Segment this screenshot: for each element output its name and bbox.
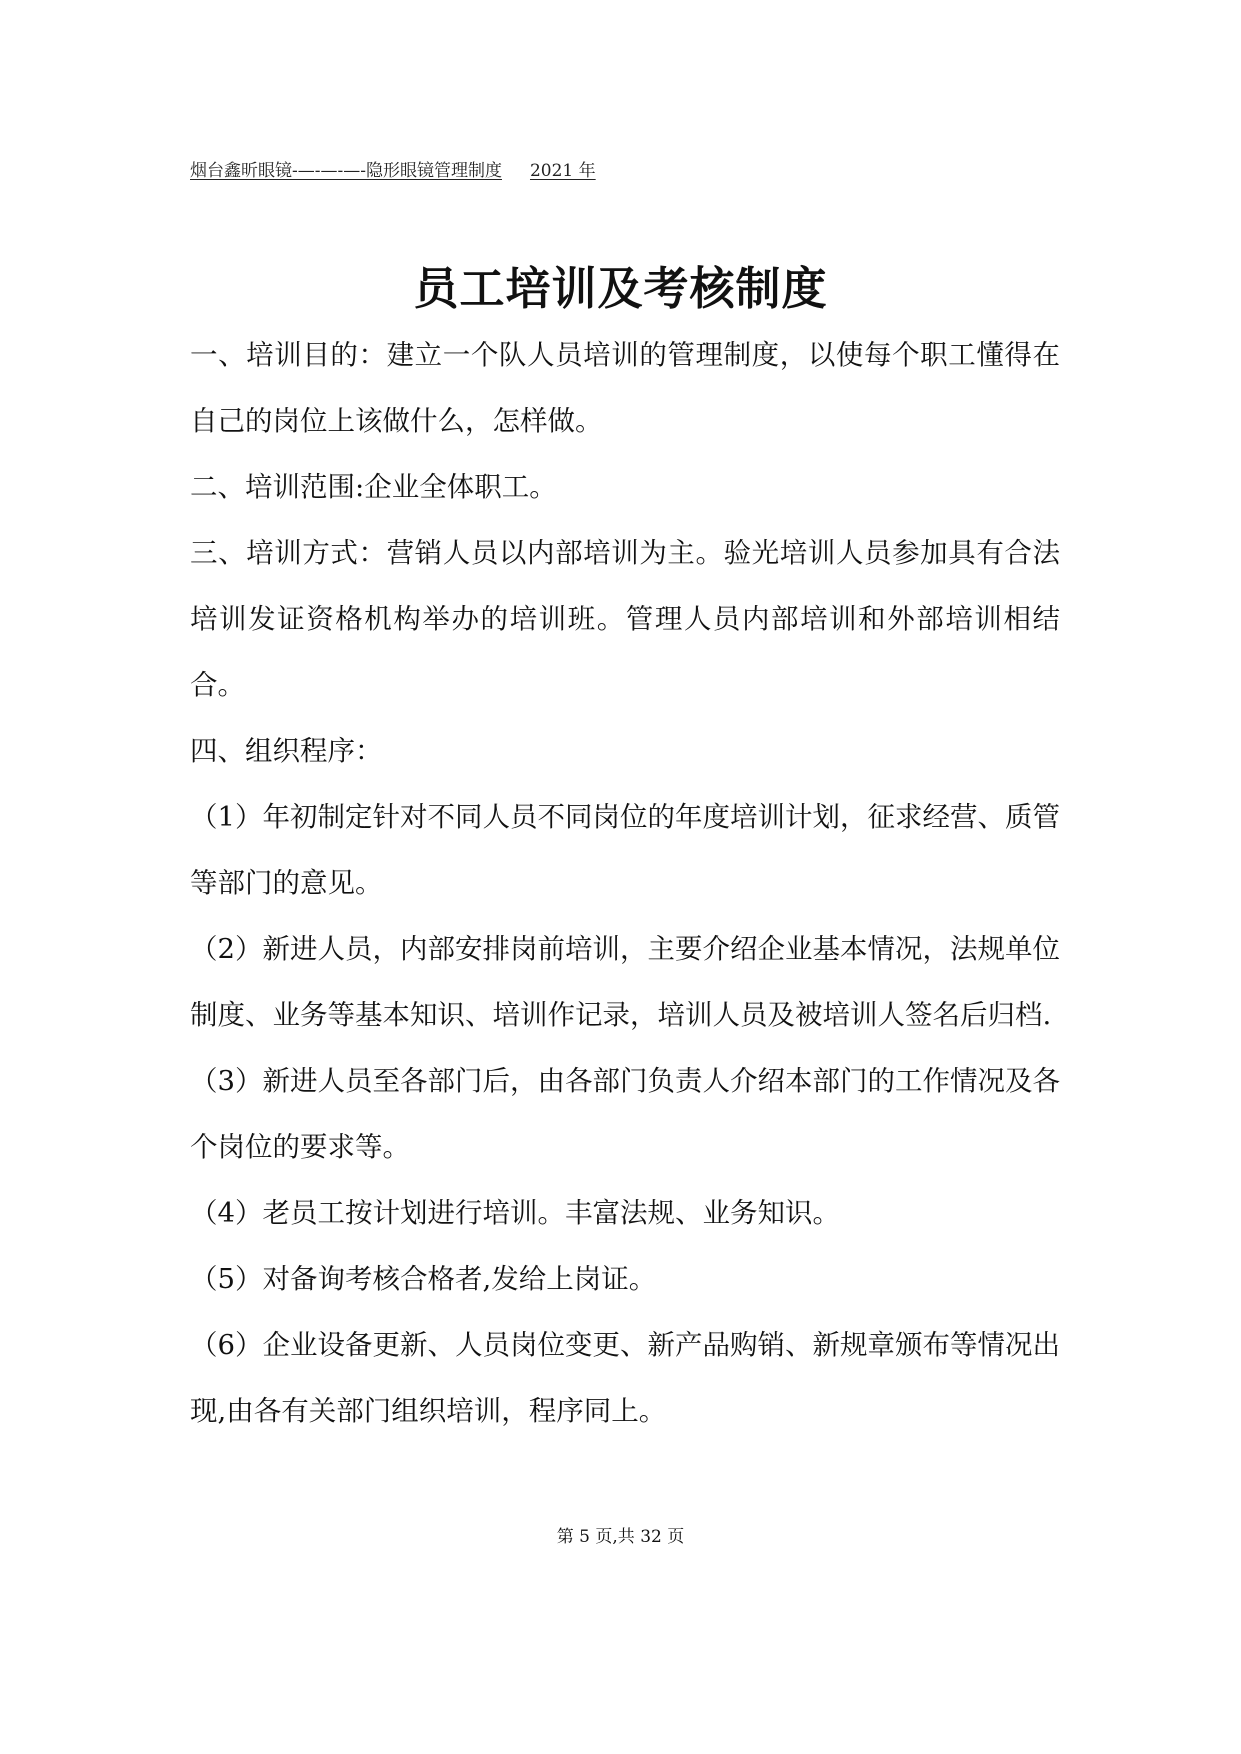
procedure-item-1: （1）年初制定针对不同人员不同岗位的年度培训计划，征求经营、质管等部门的意见。 [190, 801, 1060, 899]
procedure-item-6: （6）企业设备更新、人员岗位变更、新产品购销、新规章颁布等情况出现,由各有关部门组织培训，程序同上。 [190, 1329, 1060, 1427]
procedure-item-5: （5）对备询考核合格者,发给上岗证。 [190, 1263, 657, 1295]
document-body [190, 322, 1060, 1444]
section-scope: 二、培训范围:企业全体职工。 [190, 471, 557, 503]
section-method: 三、培训方式：营销人员以内部培训为主。验光培训人员参加具有合法培训发证资格机构举办的培训班。管理人员内部培训和外部培训相结合。 [190, 537, 1060, 701]
section-procedure-heading: 四、组织程序： [190, 735, 383, 767]
document-title: 员工培训及考核制度 [413, 262, 828, 315]
procedure-item-2: （2）新进人员，内部安排岗前培训，主要介绍企业基本情况，法规单位制度、业务等基本知识、培训作记录，培训人员及被培训人签名后归档. [190, 933, 1060, 1031]
header-year: 2021 年 [529, 161, 596, 181]
running-header [190, 156, 596, 181]
procedure-item-4: （4）老员工按计划进行培训。丰富法规、业务知识。 [190, 1197, 840, 1229]
section-purpose: 一、培训目的：建立一个队人员培训的管理制度，以使每个职工懂得在自己的岗位上该做什么，怎样做。 [190, 339, 1060, 437]
header-text: 烟台鑫昕眼镜-—-—-—-隐形眼镜管理制度 [190, 161, 502, 181]
procedure-item-3: （3）新进人员至各部门后，由各部门负责人介绍本部门的工作情况及各个岗位的要求等。 [190, 1065, 1060, 1163]
page-number-footer: 第 5 页,共 32 页 [556, 1527, 685, 1547]
